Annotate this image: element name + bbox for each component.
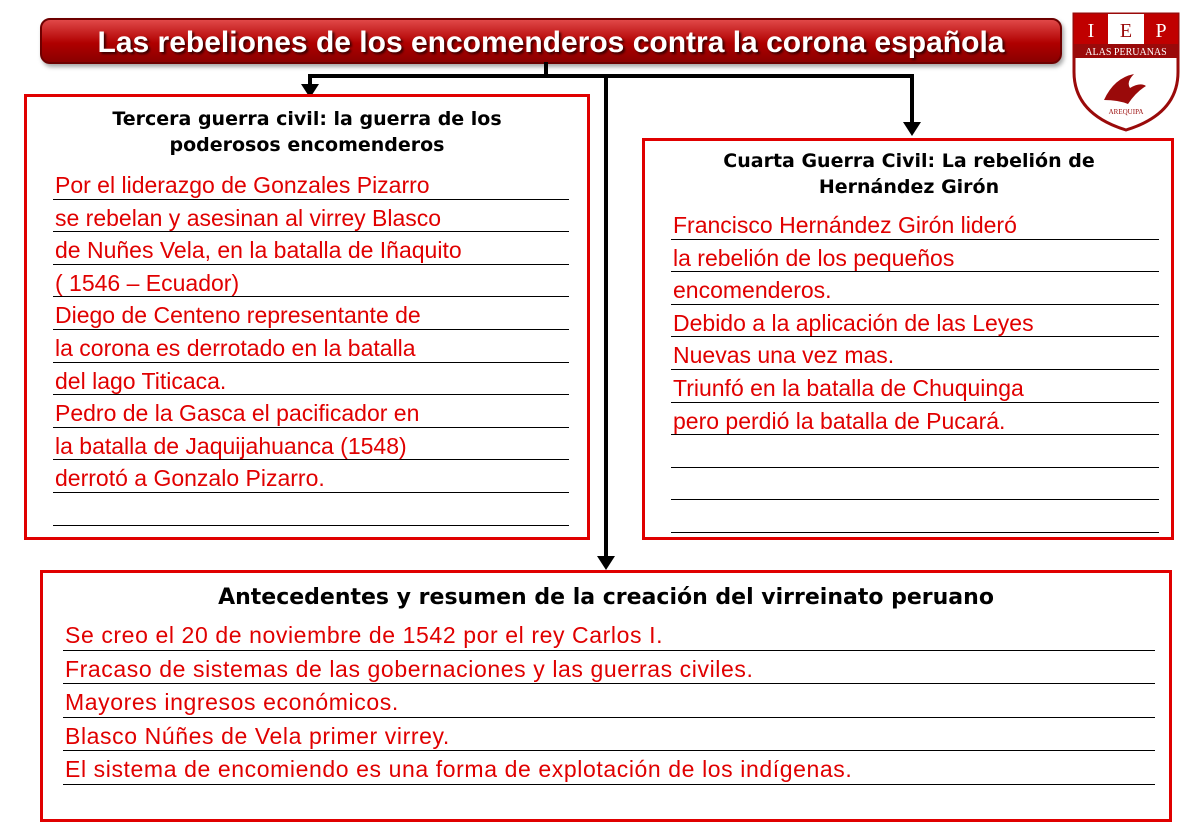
logo-letter-i: I: [1087, 20, 1095, 42]
logo-letter-p: P: [1155, 20, 1167, 42]
answer-text-line: Triunfó en la batalla de Chuquinga: [673, 375, 1024, 401]
answer-text-line: la corona es derrotado en la batalla: [55, 335, 416, 361]
answer-text-line: se rebelan y asesinan al virrey Blasco: [55, 204, 442, 231]
answer-text-line: Por el liderazgo de Gonzales Pizarro: [55, 172, 430, 198]
right-box-title-1: Cuarta Guerra Civil: La rebelión de: [723, 150, 1095, 172]
bottom-box-title: Antecedentes y resumen de la creación del virreinato peruano: [218, 585, 994, 610]
answer-text-line: la rebelión de los pequeños: [673, 244, 955, 271]
right-box: [642, 138, 1174, 540]
left-box: [24, 94, 590, 540]
logo-letter-e: E: [1119, 20, 1133, 42]
ruled-line: [671, 467, 1159, 468]
answer-text-line: Diego de Centeno representante de: [55, 302, 421, 329]
arrow-to-right-box: [903, 122, 921, 136]
answer-text-line: El sistema de encomiendo es una forma de explotación de los indígenas.: [65, 756, 853, 782]
arrow-to-bottom-box: [597, 556, 615, 570]
ruled-line: [53, 525, 569, 526]
connector-center-down: [604, 74, 608, 558]
logo-line2: AREQUIPA: [1108, 108, 1144, 116]
answer-text-line: ( 1546 – Ecuador): [55, 269, 240, 296]
answer-text-line: Blasco Núñes de Vela primer virrey.: [65, 722, 450, 749]
answer-text-line: derrotó a Gonzalo Pizarro.: [55, 465, 325, 492]
answer-text-line: del lago Titicaca.: [55, 367, 227, 394]
connector-right-down: [910, 74, 914, 124]
answer-text-line: de Nuñes Vela, en la batalla de Iñaquito: [55, 237, 462, 264]
answer-text-line: encomenderos.: [673, 277, 832, 304]
answer-text-line: Nuevas una vez mas.: [673, 342, 895, 369]
left-box-title-1: Tercera guerra civil: la guerra de los: [112, 108, 502, 130]
answer-text-line: Fracaso de sistemas de las gobernaciones y las guerras civiles.: [65, 655, 754, 682]
bottom-box: [40, 570, 1172, 822]
answer-text-line: Debido a la aplicación de las Leyes: [673, 309, 1034, 336]
answer-text-line: Pedro de la Gasca el pacificador en: [55, 400, 420, 427]
ruled-line: [671, 532, 1159, 533]
connector-right-horizontal: [544, 74, 914, 78]
title-banner: Las rebeliones de los encomenderos contra la corona española: [40, 18, 1062, 64]
logo-line1: ALAS PERUANAS: [1085, 47, 1167, 58]
answer-text-line: Francisco Hernández Girón lideró: [673, 212, 1017, 238]
answer-text-line: pero perdió la batalla de Pucará.: [673, 407, 1006, 434]
connector-left-horizontal: [308, 74, 548, 78]
school-logo: [1070, 10, 1182, 132]
ruled-line: [671, 499, 1159, 500]
answer-text-line: la batalla de Jaquijahuanca (1548): [55, 432, 407, 459]
left-box-title-2: poderosos encomenderos: [169, 134, 445, 156]
answer-text-line: Se creo el 20 de noviembre de 1542 por el rey Carlos I.: [65, 622, 664, 648]
right-box-title-2: Hernández Girón: [818, 176, 1000, 198]
answer-text-line: Mayores ingresos económicos.: [65, 689, 399, 715]
